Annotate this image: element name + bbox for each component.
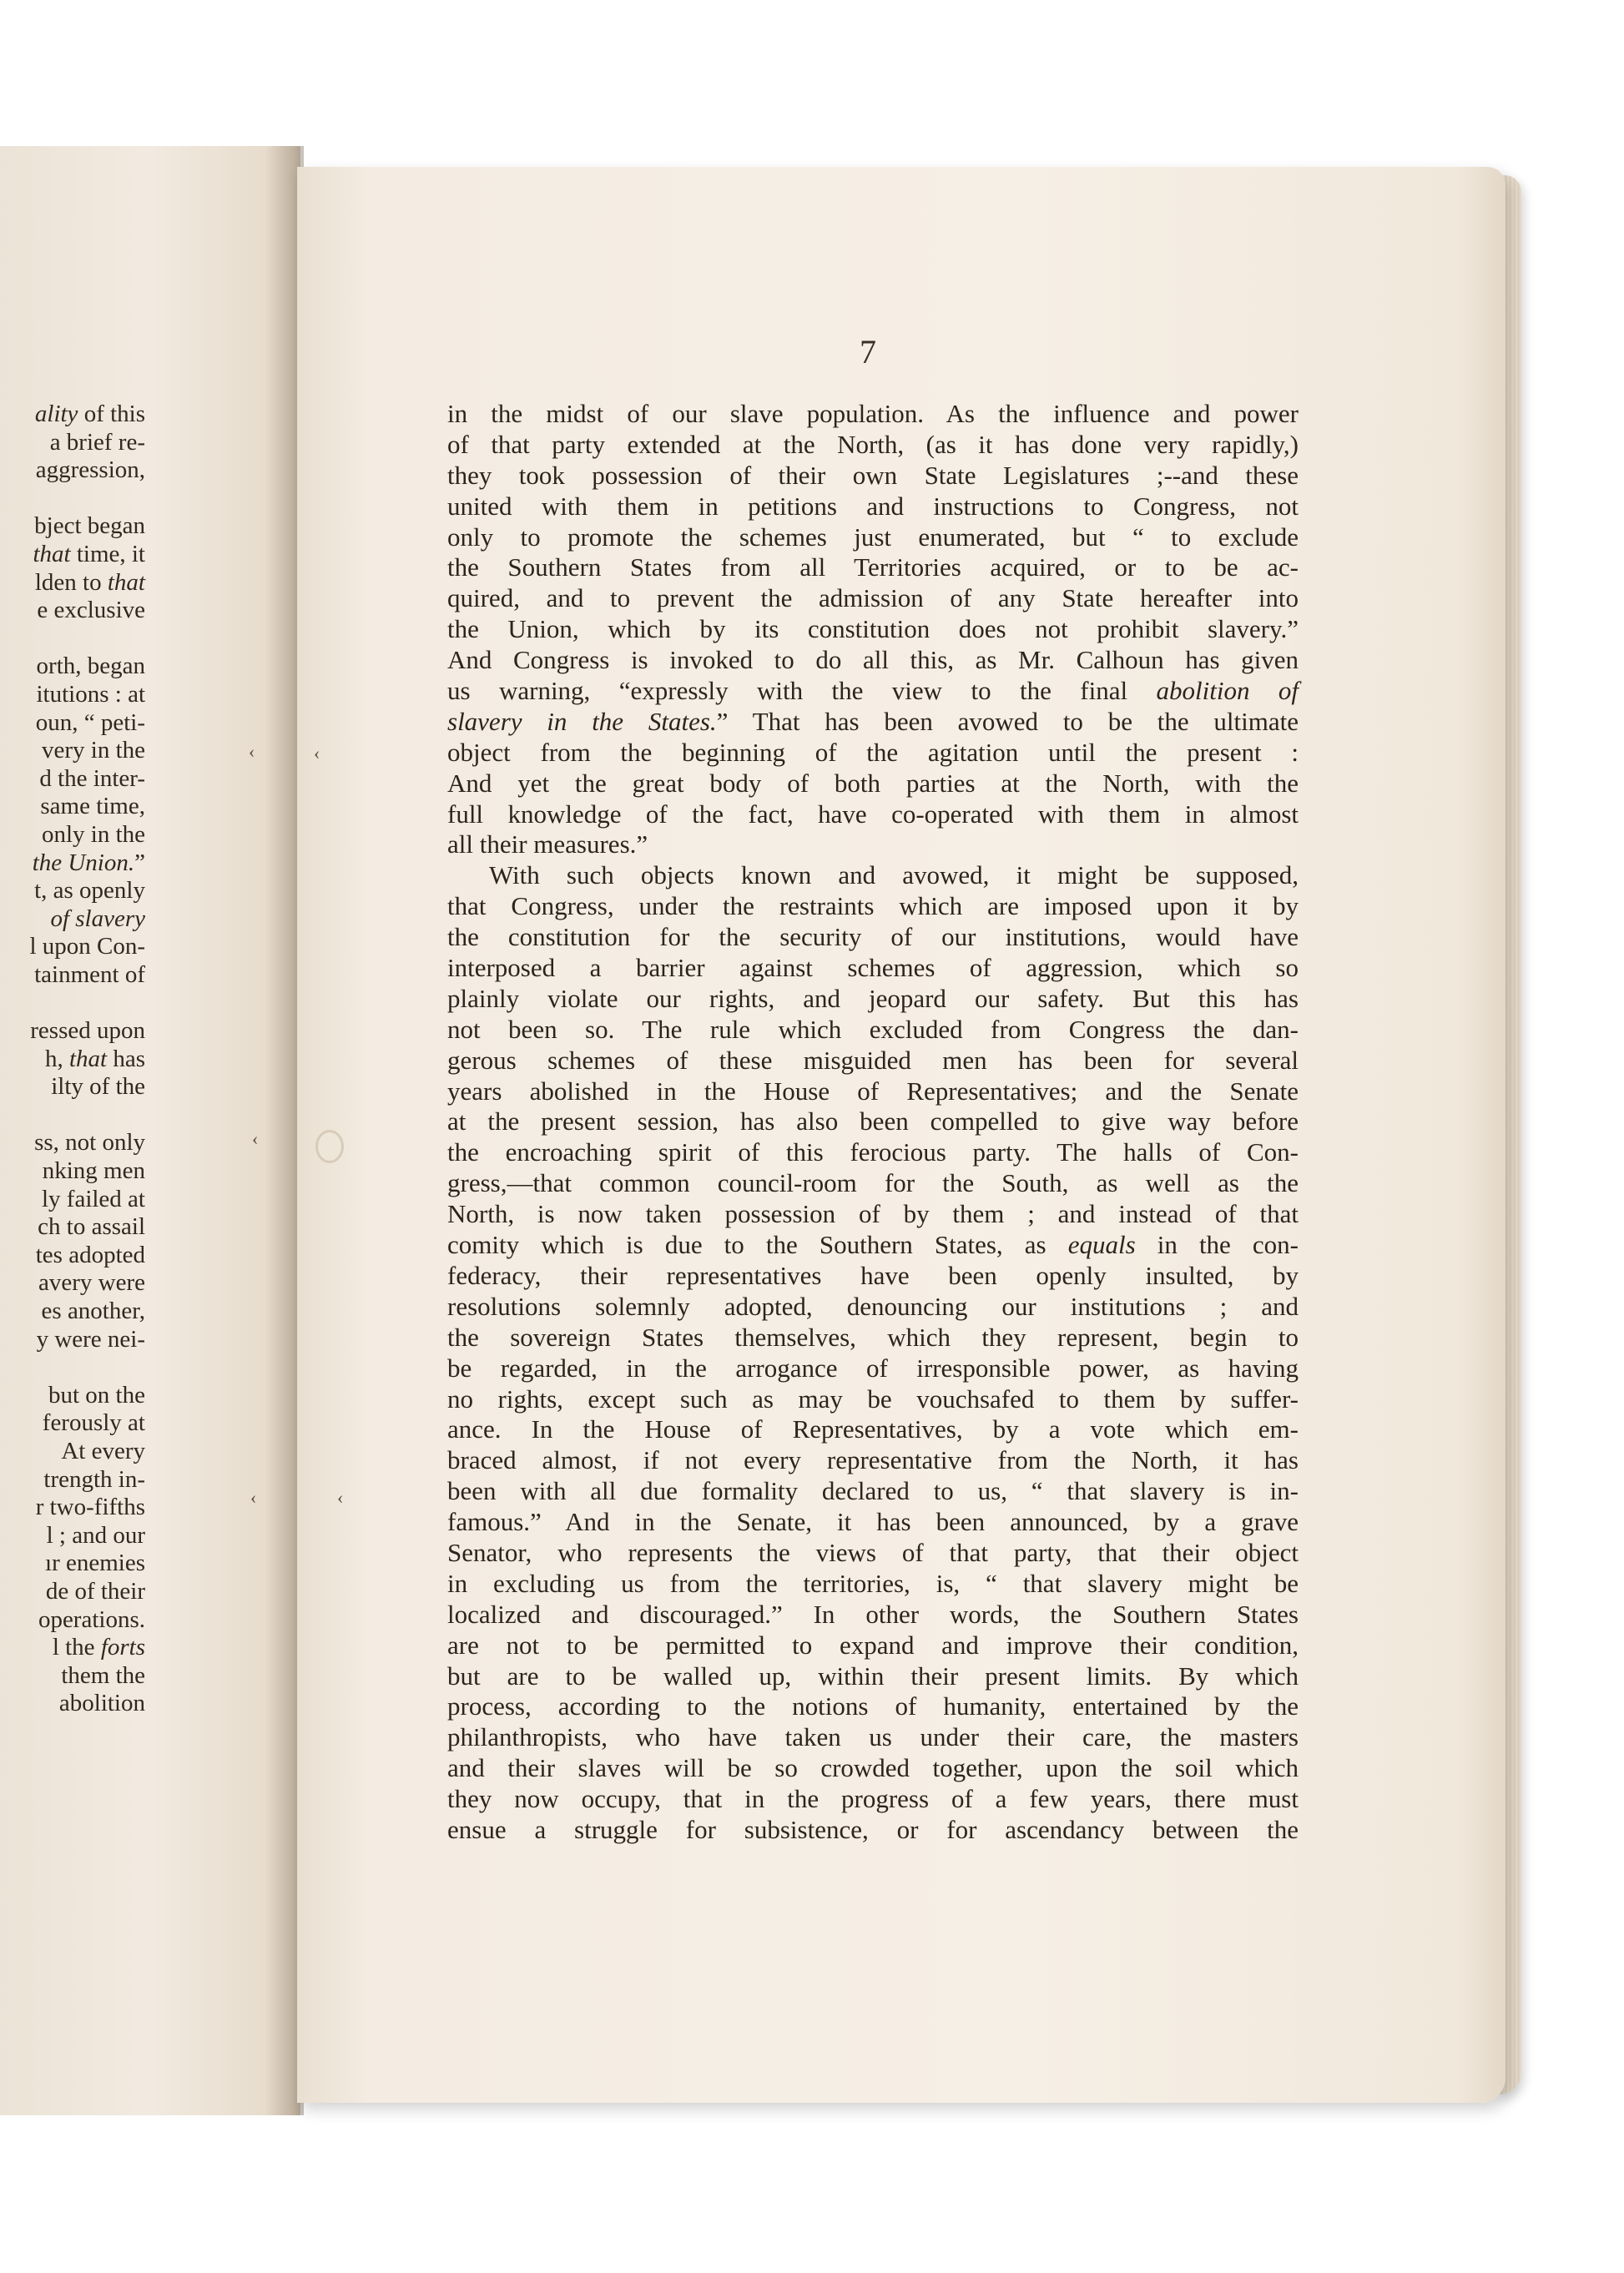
left-page-line: ferously at: [42, 1409, 145, 1437]
left-page-line: t, as openly: [34, 877, 145, 905]
text-line: gress,—that common council-room for the South, as well as the: [447, 1168, 1299, 1198]
text-line: only to promote the schemes just enumerated, but “ to exclude: [447, 522, 1299, 552]
left-page-line: orth, began: [36, 653, 145, 680]
text-line: ensue a struggle for subsistence, or for ascendancy between the: [447, 1814, 1299, 1844]
text-line: us warning, “expressly with the view to the final abolition of: [447, 676, 1299, 706]
left-page-line: only in the: [41, 820, 145, 848]
left-page-line: operations.: [38, 1605, 145, 1633]
left-page-line: [0, 1101, 145, 1130]
left-page-line: tainment of: [34, 960, 145, 988]
left-page-line: ressed upon: [30, 1017, 145, 1045]
text-line: And yet the great body of both parties at the North, with the: [447, 768, 1299, 798]
left-page-line: itutions : at: [36, 680, 145, 708]
text-line: not been so. The rule which excluded from Congress the dan-: [447, 1014, 1299, 1044]
text-line: are not to be permitted to expand and improve their condition,: [447, 1630, 1299, 1660]
left-page-line: y were nei-: [36, 1325, 145, 1353]
text-line: gerous schemes of these misguided men has been for several: [447, 1045, 1299, 1075]
left-page-line: bject began: [34, 512, 145, 540]
text-line: localized and discouraged.” In other words, the Southern States: [447, 1599, 1299, 1629]
text-line: slavery in the States.” That has been avowed to be the ultimate: [447, 706, 1299, 736]
text-line: resolutions solemnly adopted, denouncing our institutions ; and: [447, 1291, 1299, 1321]
left-page-line: r two-fifths: [35, 1494, 145, 1521]
text-line: been with all due formality declared to us, “ that slavery is in-: [447, 1476, 1299, 1506]
text-line: but are to be walled up, within their present limits. By which: [447, 1661, 1299, 1691]
left-page-line: a brief re-: [49, 428, 145, 456]
left-page-line: e exclusive: [37, 597, 145, 624]
left-page-line: de of their: [45, 1577, 145, 1605]
left-page-line: them the: [61, 1661, 145, 1689]
text-line: Senator, who represents the views of that party, that their object: [447, 1537, 1299, 1567]
text-line: federacy, their representatives have been openly insulted, by: [447, 1260, 1299, 1290]
text-line: they now occupy, that in the progress of a few years, there must: [447, 1784, 1299, 1814]
stitch-mark: ‹: [337, 1487, 344, 1508]
left-page-line: d the inter-: [39, 764, 145, 792]
left-page-line: h, that has: [44, 1045, 145, 1072]
left-page-line: that time, it: [33, 540, 145, 567]
text-line: the Union, which by its constitution does not prohibit slavery.”: [447, 614, 1299, 644]
text-line: and their slaves will be so crowded together, upon the soil which: [447, 1753, 1299, 1783]
text-line: comity which is due to the Southern States, as equals in the con-: [447, 1230, 1299, 1260]
text-line: in the midst of our slave population. As the influence and power: [447, 399, 1299, 428]
text-line: the Southern States from all Territories acquired, or to be ac-: [447, 552, 1299, 582]
text-line: they took possession of their own State Legislatures ;--and these: [447, 460, 1299, 490]
text-line: of that party extended at the North, (as it has done very rapidly,): [447, 429, 1299, 459]
stitch-mark: ‹: [250, 1487, 257, 1508]
left-page-line: of slavery: [50, 905, 145, 932]
left-page-line: avery were: [38, 1269, 145, 1297]
left-page-line: aggression,: [35, 456, 145, 484]
text-line: no rights, except such as may be vouchsafed to them by suffer-: [447, 1383, 1299, 1414]
text-line: at the present session, has also been compelled to give way before: [447, 1106, 1299, 1136]
text-line: quired, and to prevent the admission of any State hereafter into: [447, 583, 1299, 613]
text-line: united with them in petitions and instructions to Congress, not: [447, 491, 1299, 521]
text-line: the constitution for the security of our institutions, would have: [447, 922, 1299, 952]
left-page-line: but on the: [48, 1381, 145, 1409]
text-line: philanthropists, who have taken us under their care, the masters: [447, 1722, 1299, 1752]
stitch-mark: ‹: [249, 741, 255, 762]
text-line: And Congress is invoked to do all this, as Mr. Calhoun has given: [447, 645, 1299, 675]
text-line: famous.” And in the Senate, it has been announced, by a grave: [447, 1507, 1299, 1537]
text-line: object from the beginning of the agitation until the present :: [447, 737, 1299, 767]
text-line: the encroaching spirit of this ferocious party. The halls of Con-: [447, 1137, 1299, 1167]
left-page-line: ır enemies: [45, 1550, 145, 1577]
text-line: North, is now taken possession of by them ; and instead of that: [447, 1199, 1299, 1229]
page-number: 7: [860, 333, 876, 370]
left-page-line: trength in-: [43, 1465, 145, 1493]
left-page-line: ch to assail: [38, 1213, 145, 1241]
left-page-line: l ; and our: [46, 1521, 145, 1549]
text-line: in excluding us from the territories, is, “ that slavery might be: [447, 1568, 1299, 1598]
left-page-line: ality of this: [34, 401, 145, 427]
text-line: ance. In the House of Representatives, by a vote which em-: [447, 1414, 1299, 1444]
stitch-mark: ‹: [252, 1128, 259, 1149]
left-page-line: At every: [61, 1437, 145, 1464]
text-line: With such objects known and avowed, it might be supposed,: [489, 860, 1299, 890]
left-page-line: ly failed at: [41, 1185, 145, 1212]
text-line: interposed a barrier against schemes of aggression, which so: [447, 953, 1299, 983]
text-line: that Congress, under the restraints which are imposed upon it by: [447, 891, 1299, 921]
text-line: years abolished in the House of Representatives; and the Senate: [447, 1076, 1299, 1106]
text-line: be regarded, in the arrogance of irresponsible power, as having: [447, 1353, 1299, 1383]
left-page-line: lden to that: [34, 568, 145, 596]
text-line: plainly violate our rights, and jeopard our safety. But this has: [447, 983, 1299, 1013]
binding-hole: [315, 1130, 344, 1163]
left-page-line: [0, 625, 145, 653]
left-page-line: ilty of the: [51, 1073, 145, 1101]
left-page-line: l upon Con-: [29, 933, 145, 960]
left-page-line: abolition: [58, 1690, 145, 1717]
text-line: braced almost, if not every representative from the North, it has: [447, 1445, 1299, 1475]
left-page-line: [0, 485, 145, 513]
left-page-line: es another,: [41, 1298, 145, 1324]
left-page-line: nking men: [42, 1157, 145, 1185]
left-page-line: very in the: [41, 737, 145, 764]
left-page-line: the Union.”: [32, 849, 145, 876]
left-page-line: ss, not only: [34, 1129, 145, 1157]
left-page-line: oun, “ peti-: [35, 708, 145, 736]
left-page-line: [0, 1353, 145, 1382]
body-text: [447, 399, 1299, 1846]
left-page-line: [0, 989, 145, 1017]
stitch-mark: ‹: [314, 743, 320, 764]
text-line: full knowledge of the fact, have co-operated with them in almost: [447, 799, 1299, 829]
left-page-line: same time,: [40, 793, 145, 820]
text-line: all their measures.”: [447, 829, 648, 859]
text-line: process, according to the notions of humanity, entertained by the: [447, 1691, 1299, 1721]
left-page-line: l the forts: [52, 1634, 145, 1661]
left-page-line: tes adopted: [35, 1241, 145, 1268]
text-line: the sovereign States themselves, which they represent, begin to: [447, 1322, 1299, 1352]
left-page-text: [0, 401, 145, 1718]
